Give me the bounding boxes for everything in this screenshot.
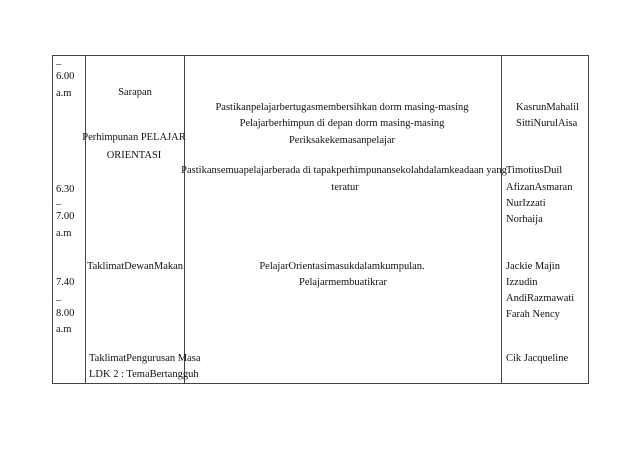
time-text: a.m bbox=[56, 324, 72, 335]
time-text: – bbox=[56, 295, 62, 306]
activity-orientasi: ORIENTASI bbox=[106, 150, 162, 161]
time-text: – bbox=[56, 199, 62, 210]
table-divider-3 bbox=[501, 55, 502, 384]
time-text: a.m bbox=[56, 228, 72, 239]
table-border-right bbox=[588, 55, 589, 384]
time-text: a.m bbox=[56, 88, 72, 99]
activity-sarapan: Sarapan bbox=[118, 87, 152, 98]
time-text: 8.00 bbox=[56, 308, 75, 319]
staff-name: KasrunMahalil bbox=[516, 102, 579, 113]
activity-ldk: LDK 2 : TemaBertangguh bbox=[89, 369, 199, 380]
activity-taklimat-dewan: TaklimatDewanMakan bbox=[86, 261, 184, 272]
time-text: 6.00 bbox=[56, 71, 75, 82]
activity-taklimat-pengurusan: TaklimatPengurusan Masa bbox=[89, 353, 201, 364]
staff-name: Izzudin bbox=[506, 277, 538, 288]
time-text: 7.40 bbox=[56, 277, 75, 288]
note-text: Pelajarmembuatikrar bbox=[298, 277, 388, 288]
staff-name: TimotiusDuil bbox=[506, 165, 563, 176]
note-text: PelajarOrientasimasukdalamkumpulan. bbox=[259, 261, 425, 272]
note-text: Pastikansemuapelajarberada di tapakperhimpunansekolahdalamkeadaan yang bbox=[181, 165, 507, 176]
time-text: 7.00 bbox=[56, 211, 75, 222]
note-text: Periksakekemasanpelajar bbox=[288, 135, 396, 146]
time-text: – bbox=[56, 59, 62, 70]
note-text: teratur bbox=[331, 182, 359, 193]
table-divider-1 bbox=[85, 55, 86, 384]
staff-name: Norhaija bbox=[506, 214, 543, 225]
staff-name: NurIzzati bbox=[506, 198, 546, 209]
table-border-left bbox=[52, 55, 53, 384]
staff-name: Farah Nency bbox=[506, 309, 560, 320]
staff-name: Jackie Majin bbox=[506, 261, 560, 272]
note-text: Pastikanpelajarbertugasmembersihkan dorm masing-masing bbox=[215, 102, 469, 113]
staff-name: AfizanAsmaran bbox=[506, 182, 573, 193]
table-border-bottom bbox=[52, 383, 589, 384]
staff-name: Cik Jacqueline bbox=[506, 353, 569, 364]
staff-name: SittiNurulAisa bbox=[516, 118, 578, 129]
staff-name: AndiRazmawati bbox=[506, 293, 575, 304]
table-border-top bbox=[52, 55, 589, 56]
time-text: 6.30 bbox=[56, 184, 75, 195]
note-text: Pelajarberhimpun di depan dorm masing-masing bbox=[239, 118, 445, 129]
activity-perhimpunan: Perhimpunan PELAJAR bbox=[82, 132, 186, 143]
table-divider-2 bbox=[184, 55, 185, 384]
